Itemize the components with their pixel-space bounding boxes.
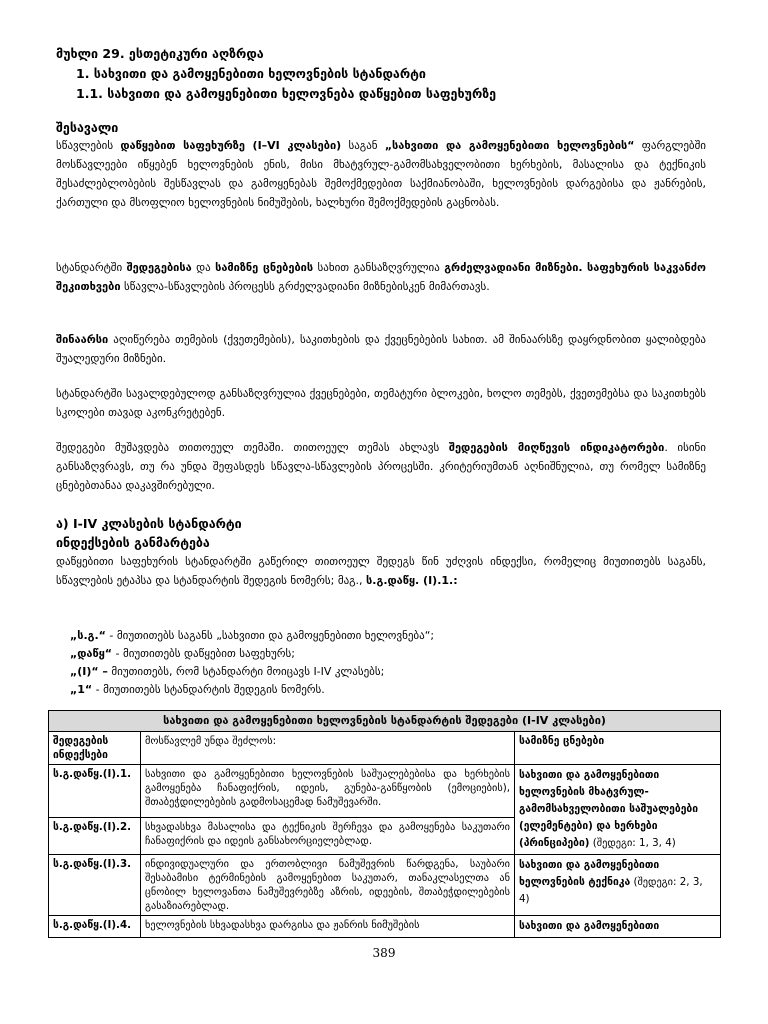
outcome-index: ს.გ.დაწყ.(I).4.: [49, 916, 141, 938]
table-row: [49, 916, 721, 938]
outcome-index: ს.გ.დაწყ.(I).2.: [49, 817, 141, 854]
intro-paragraph-1: სწავლების დაწყებით საფეხურზე (I–VI კლასები) საგან „სახვითი და გამოყენებითი ხელოვნების“ ფარგლებში მოსწავლეები იწყებენ ხელოვნების ენის, მისი მხატვრულ-გამომსახველობითი ხერხების, მასალისა და ტექნიკის შესაძლებლობების შესწავლას და გამოყენებას შემოქმედებით საქმიანობაში, ხელოვნების დარგებისა და ჟანრების, ქართული და მსოფლიო ხელოვნების ნიმუშების, ხალხური შემოქმედების გაცნობას.: [56, 139, 706, 209]
outcome-text: სხვადასხვა მასალისა და ტექნიკის შერჩევა და გამოყენება საკუთარი ჩანაფიქრის და იდეის განსახორციელებლად.: [141, 817, 515, 854]
column-header-index: შედეგების ინდექსები: [49, 732, 141, 765]
outcome-index: ს.გ.დაწყ.(I).3.: [49, 855, 141, 916]
column-header-concepts: სამიზნე ცნებები: [515, 732, 721, 765]
section-heading-1: 1. სახვითი და გამოყენებითი ხელოვნების სტანდარტი: [76, 66, 426, 81]
index-item-stage: „დაწყ“ - მიუთითებს დაწყებით საფეხურს;: [70, 647, 295, 660]
intro-title: შესავალი: [56, 120, 119, 135]
intro-paragraph-5: შედეგები მუშავდება თითოეულ თემაში. თითოეულ თემას ახლავს შედეგების მიღწევის ინდიკატორები. ისინი განსაზღვრავს, თუ რა უნდა შეფასდეს სწავლა-სწავლების პროცესში. კრიტერიუმთან აღნიშნულია, თუ რომელ სამიზნე ცნებებთანაა დაკავშირებული.: [56, 441, 706, 492]
intro-paragraph-4: სტანდარტში სავალდებულოდ განსაზღვრულია ქვეცნებები, თემატური ბლოკები, ხოლო თემებს, ქვეთემებსა და საკითხებს სკოლები თავად აკონკრეტებენ.: [56, 387, 706, 419]
page-number: 389: [372, 946, 396, 960]
standards-table: [48, 710, 721, 938]
intro-paragraph-3: შინაარსი აღიწერება თემების (ქვეთემების), საკითხების და ქვეცნებების სახით. ამ შინაარსზე დაყრდნობით ყალიბდება შუალედური მიზნები.: [56, 333, 706, 365]
section-a-title: ა) I-IV კლასების სტანდარტი: [56, 516, 242, 531]
column-header-outcome: მოსწავლემ უნდა შეძლოს:: [141, 732, 515, 765]
outcome-index: ს.გ.დაწყ.(I).1.: [49, 765, 141, 818]
table-title: სახვითი და გამოყენებითი ხელოვნების სტანდარტის შედეგები (I-IV კლასები): [49, 711, 721, 732]
index-item-subject: „ს.გ.“ - მიუთითებს საგანს „სახვითი და გამოყენებითი ხელოვნება“;: [70, 629, 435, 642]
table-row: [49, 765, 721, 818]
module-heading: მუხლი 29. ესთეტიკური აღზრდა: [56, 46, 264, 61]
index-explanation-paragraph: დაწყებითი საფეხურის სტანდარტში გაწერილ თითოეულ შედეგს წინ უძღვის ინდექსი, რომელიც მიუთითებს საგანს, სწავლების ეტაპსა და სტანდარტის შედეგის ნომერს; მაგ., ს.გ.დაწყ. (I).1.:: [56, 555, 706, 587]
outcome-text: სახვითი და გამოყენებითი ხელოვნების საშუალებებისა და ხერხების გამოყენება ჩანაფიქრის, იდეის, გუნება-განწყობის (ემოციების), შთაბეჭდილებების გადმოსაცემად ნამუშევარში.: [141, 765, 515, 818]
target-concept-3: სახვითი და გამოყენებითი: [515, 916, 721, 938]
index-item-grades: „(I)“ – მიუთითებს, რომ სტანდარტი მოიცავს I-IV კლასებს;: [70, 665, 385, 678]
outcome-text: ინდივიდუალური და ერთობლივი ნამუშევრის წარდგენა, საუბარი შესაბამისი ტერმინების გამოყენებით საკუთარ, თანაკლასელთა ან ცნობილ ხელოვანთა ნამუშევრებზე აზრის, იდეების, შთაბეჭდილებების გასაზიარებლად.: [141, 855, 515, 916]
target-concept-1: სახვითი და გამოყენებითი ხელოვნების მხატვრულ-გამომსახველობითი საშუალებები (ელემენტები) და ხერხები (პრინციპები) (შედეგი: 1, 3, 4): [515, 765, 721, 855]
section-heading-1-1: 1.1. სახვითი და გამოყენებითი ხელოვნება დაწყებით საფეხურზე: [76, 86, 497, 101]
intro-paragraph-2: სტანდარტში შედეგებისა და სამიზნე ცნებების სახით განსაზღვრულია გრძელვადიანი მიზნები. საფეხურის საკვანძო შეკითხვები სწავლა-სწავლების პროცესს გრძელვადიანი მიზნებისკენ მიმართავს.: [56, 261, 706, 293]
target-concept-2: სახვითი და გამოყენებითი ხელოვნების ტექნიკა (შედეგი: 2, 3, 4): [515, 855, 721, 916]
index-item-number: „1“ - მიუთითებს სტანდარტის შედეგის ნომერს.: [70, 683, 325, 696]
index-explanation-title: ინდექსების განმარტება: [56, 535, 210, 550]
outcome-text: ხელოვნების სხვადასხვა დარგისა და ჟანრის ნიმუშების: [141, 916, 515, 938]
table-row: [49, 855, 721, 916]
